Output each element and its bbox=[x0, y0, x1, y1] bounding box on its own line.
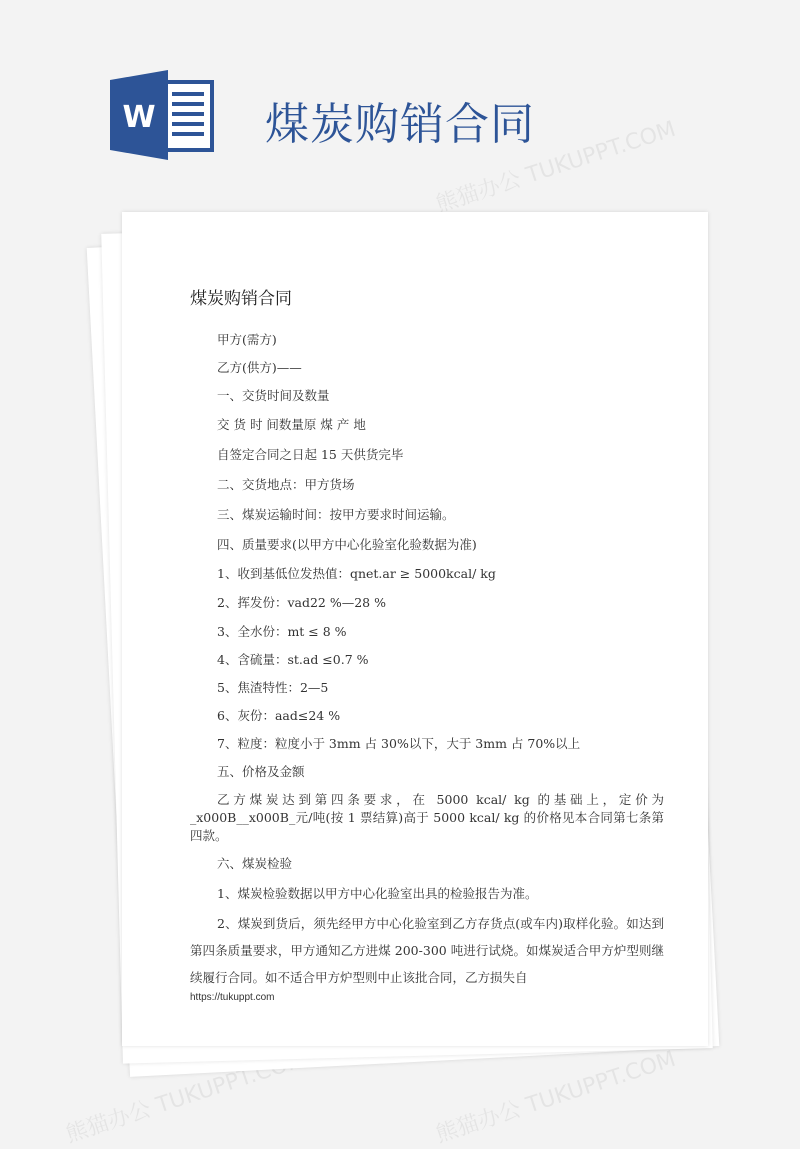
section-heading: 二、交货地点：甲方货场 bbox=[217, 477, 355, 492]
watermark: 熊猫办公 TUKUPPT.COM bbox=[432, 1046, 679, 1148]
price-paragraph: 乙方煤炭达到第四条要求，在 5000 kcal/ kg 的基础上，定价为_x000B__x000B_元/吨(按 1 票结算)高于 5000 kcal/ kg 的价格见本合同第七条第四款。 bbox=[190, 792, 664, 843]
quality-item: 7、粒度：粒度小于 3mm 占 30%以下，大于 3mm 占 70%以上 bbox=[217, 736, 581, 751]
section-heading: 五、价格及金额 bbox=[217, 764, 305, 779]
party-b-line: 乙方(供方)—— bbox=[217, 360, 302, 375]
quality-item: 6、灰份：aad≤24 % bbox=[217, 708, 341, 723]
party-a-line: 甲方(需方) bbox=[217, 332, 277, 347]
text-line: 自签定合同之日起 15 天供货完毕 bbox=[217, 447, 404, 462]
inspection-item: 2、煤炭到货后，须先经甲方中心化验室到乙方存货点(或车内)取样化验。如达到第四条质量要求，甲方通知乙方进煤 200-300 吨进行试烧。如煤炭适合甲方炉型则继续履行合同。如不适合甲方炉型则中止该批合同，乙方损失自 bbox=[190, 916, 664, 985]
quality-item: 2、挥发份：vad22 %—28 % bbox=[217, 595, 386, 610]
section-heading: 六、煤炭检验 bbox=[217, 856, 293, 871]
word-icon-letter: W bbox=[122, 100, 156, 135]
inspection-item: 1、煤炭检验数据以甲方中心化验室出具的检验报告为准。 bbox=[217, 886, 538, 901]
document-title: 煤炭购销合同 bbox=[190, 289, 292, 309]
footer-url[interactable]: https://tukuppt.com bbox=[190, 992, 275, 1003]
watermark: 熊猫办公 TUKUPPT.COM bbox=[432, 116, 679, 218]
section-heading: 四、质量要求(以甲方中心化验室化验数据为准) bbox=[217, 537, 477, 552]
watermark: 熊猫办公 TUKUPPT.COM bbox=[62, 1046, 309, 1148]
quality-item: 1、收到基低位发热值：qnet.ar ≥ 5000kcal/ kg bbox=[217, 566, 496, 581]
text-line: 交 货 时 间数量原 煤 产 地 bbox=[217, 417, 366, 432]
quality-item: 3、全水份：mt ≤ 8 % bbox=[217, 624, 347, 639]
section-heading: 一、交货时间及数量 bbox=[217, 388, 330, 403]
quality-item: 5、焦渣特性：2—5 bbox=[217, 680, 329, 695]
quality-item: 4、含硫量：st.ad ≤0.7 % bbox=[217, 652, 369, 667]
header-title: 煤炭购销合同 bbox=[265, 99, 535, 150]
section-heading: 三、煤炭运输时间：按甲方要求时间运输。 bbox=[217, 507, 455, 522]
